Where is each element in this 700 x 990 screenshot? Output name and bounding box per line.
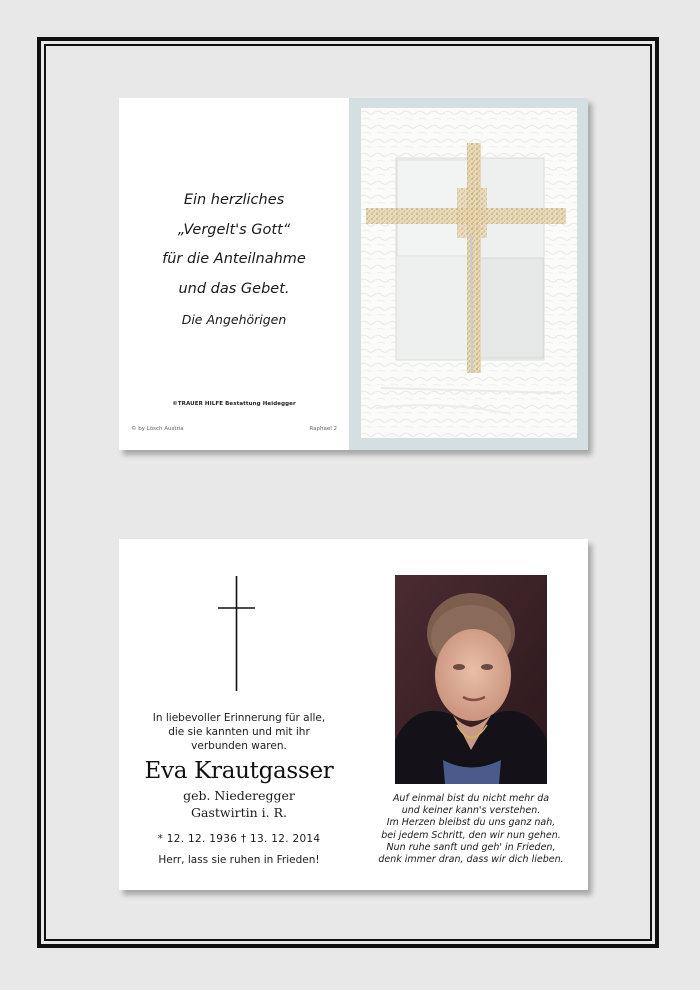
memory-line: In liebevoller Erinnerung für alle, [152,712,326,724]
poem-line: bei jedem Schritt, den wir nun gehen. [381,829,561,841]
cross-icon [361,108,577,438]
design-name: Raphael 2 [309,426,337,432]
cross-icon [218,576,258,691]
poem-line: Nun ruhe sanft und geh' in Frieden, [386,841,556,853]
copyright-note: © by Lösch Austria [131,426,184,432]
poem-line: denk immer dran, dass wir dich lieben. [378,854,564,866]
farewell-prayer: Herr, lass sie ruhen in Frieden! [158,854,320,866]
thank-you-message [119,186,349,304]
deceased-name: Eva Krautgasser [144,758,334,784]
memorial-card [119,539,588,890]
thank-you-card [119,98,588,450]
thank-you-line: für die Anteilnahme [162,251,306,267]
memory-line: verbunden waren. [191,740,287,752]
thank-you-line: und das Gebet. [178,280,290,297]
occupation: Gastwirtin i. R. [191,805,287,820]
memorial-poem [359,793,583,866]
cross-artwork [361,108,577,438]
thank-you-line: Ein herzliches [183,192,285,208]
cross-artwork-panel [349,98,588,450]
funeral-home-logo: ©TRAUER HILFE Bestattung Heidegger [172,401,296,407]
portrait-image [395,575,547,784]
memory-line: die sie kannten und mit ihr [168,726,310,738]
thank-you-line: „Vergelt's Gott“ [177,221,291,238]
portrait-photo [395,575,547,784]
relatives-signature: Die Angehörigen [181,312,287,327]
life-dates: * 12. 12. 1936 † 13. 12. 2014 [157,833,321,845]
poem-line: Auf einmal bist du nicht mehr da [392,793,550,804]
birth-name: geb. Niederegger [183,788,295,803]
poem-line: Im Herzen bleibst du uns ganz nah, [386,817,556,829]
memory-text [144,711,334,753]
poem-line: und keiner kann's verstehen. [401,805,541,817]
thank-you-text-panel [119,98,349,450]
